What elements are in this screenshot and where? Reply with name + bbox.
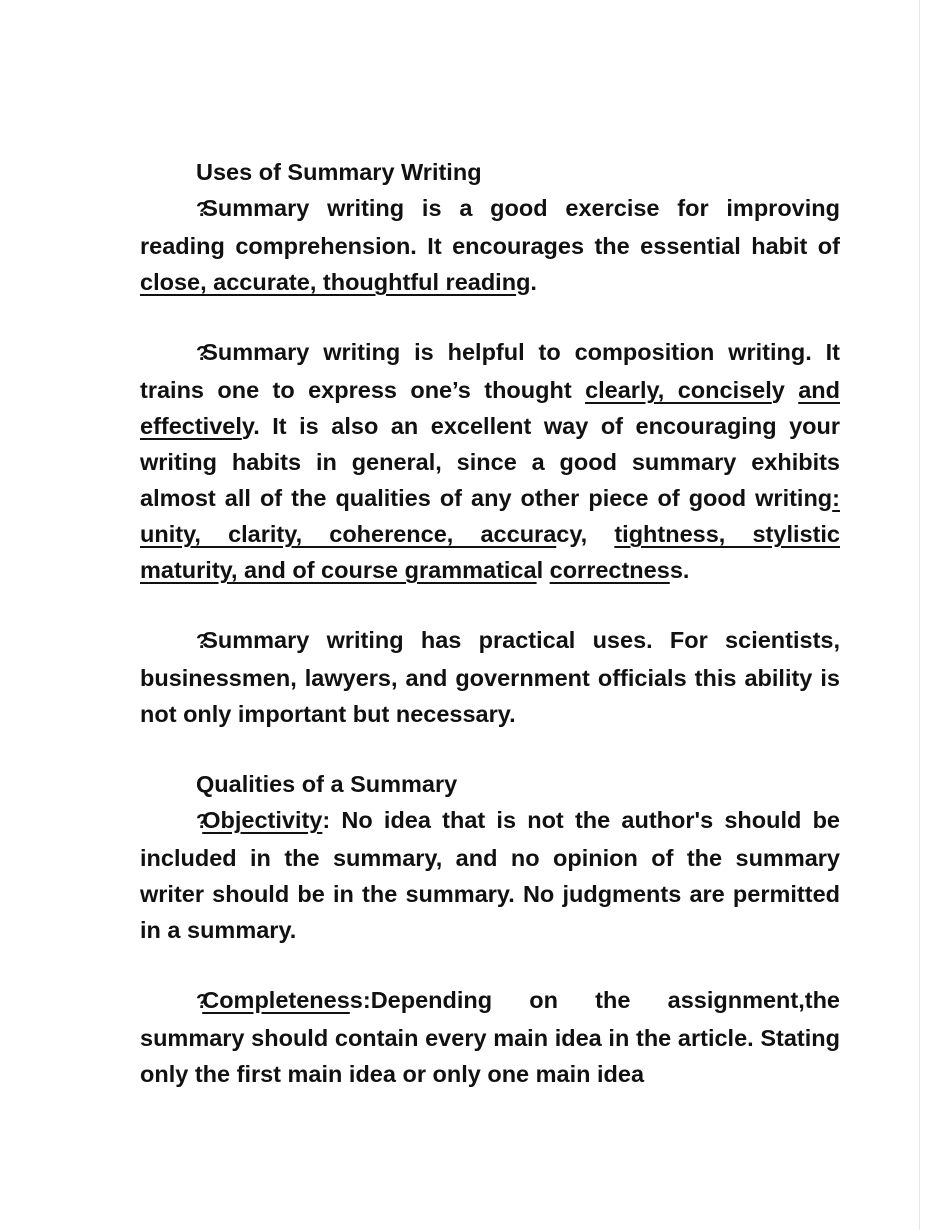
paragraph-completeness	[140, 982, 840, 1092]
para2-underlined-4: tightness, stylistic maturity, and of course grammatica	[140, 521, 840, 583]
para4-underlined-1: Objectivity	[202, 807, 323, 833]
para4-text-1: : No idea that is not the author's should be included in the summary, and no opinion of the summary writer should be in the summary. No judgments are permitted in a summary.	[140, 807, 840, 943]
para2-text-4: cy,	[556, 521, 615, 547]
para2-text-6: s.	[669, 557, 690, 583]
bullet-icon: ?	[196, 991, 203, 1013]
para1-text-1: Summary writing is a good exercise for improving reading comprehension. It encourages the essential habit of	[140, 195, 840, 259]
para2-text-3: y. It is also an excellent way of encouraging your writing habits in general, since a good summary exhibits almost all of the qualities of any other piece of good writing	[140, 413, 840, 511]
paragraph-objectivity	[140, 802, 840, 948]
document-page	[140, 154, 840, 1126]
para1-text-2: g.	[516, 269, 537, 295]
paragraph-reading-comprehension	[140, 190, 840, 300]
bullet-icon: ?	[196, 811, 203, 833]
para5-underlined-1: Completenes	[202, 987, 350, 1013]
page-edge-rule	[919, 0, 920, 1230]
bullet-icon: ?	[196, 631, 203, 653]
qualities-heading: Qualities of a Summary	[196, 771, 458, 797]
para3-text-1: Summary writing has practical uses. For scientists, businessmen, lawyers, and government officials this ability is not only important but necessary.	[140, 627, 840, 727]
para2-text-1: Summary writing is helpful to composition writing. It trains one to express one’s thought	[140, 339, 840, 403]
para2-underlined-3: : unity, clarity, coherence, accura	[140, 485, 840, 547]
para1-underlined-1: close, accurate, thoughtful readin	[140, 269, 517, 295]
bullet-icon: ?	[196, 199, 203, 221]
paragraph-composition-writing	[140, 334, 840, 588]
paragraph-practical-uses	[140, 622, 840, 732]
bullet-icon: ?	[196, 343, 203, 365]
para5-text-1: s:Depending on the assignment,the summary should contain every main idea in the article. Stating only the first main idea or only one main idea	[140, 987, 840, 1087]
para2-text-5: l	[536, 557, 550, 583]
para2-underlined-5: correctnes	[549, 557, 670, 583]
uses-heading: Uses of Summary Writing	[196, 159, 482, 185]
para2-underlined-2: and effectivel	[140, 377, 841, 439]
para2-text-2: y	[771, 377, 799, 403]
para2-underlined-1: clearly, concisel	[585, 377, 772, 403]
